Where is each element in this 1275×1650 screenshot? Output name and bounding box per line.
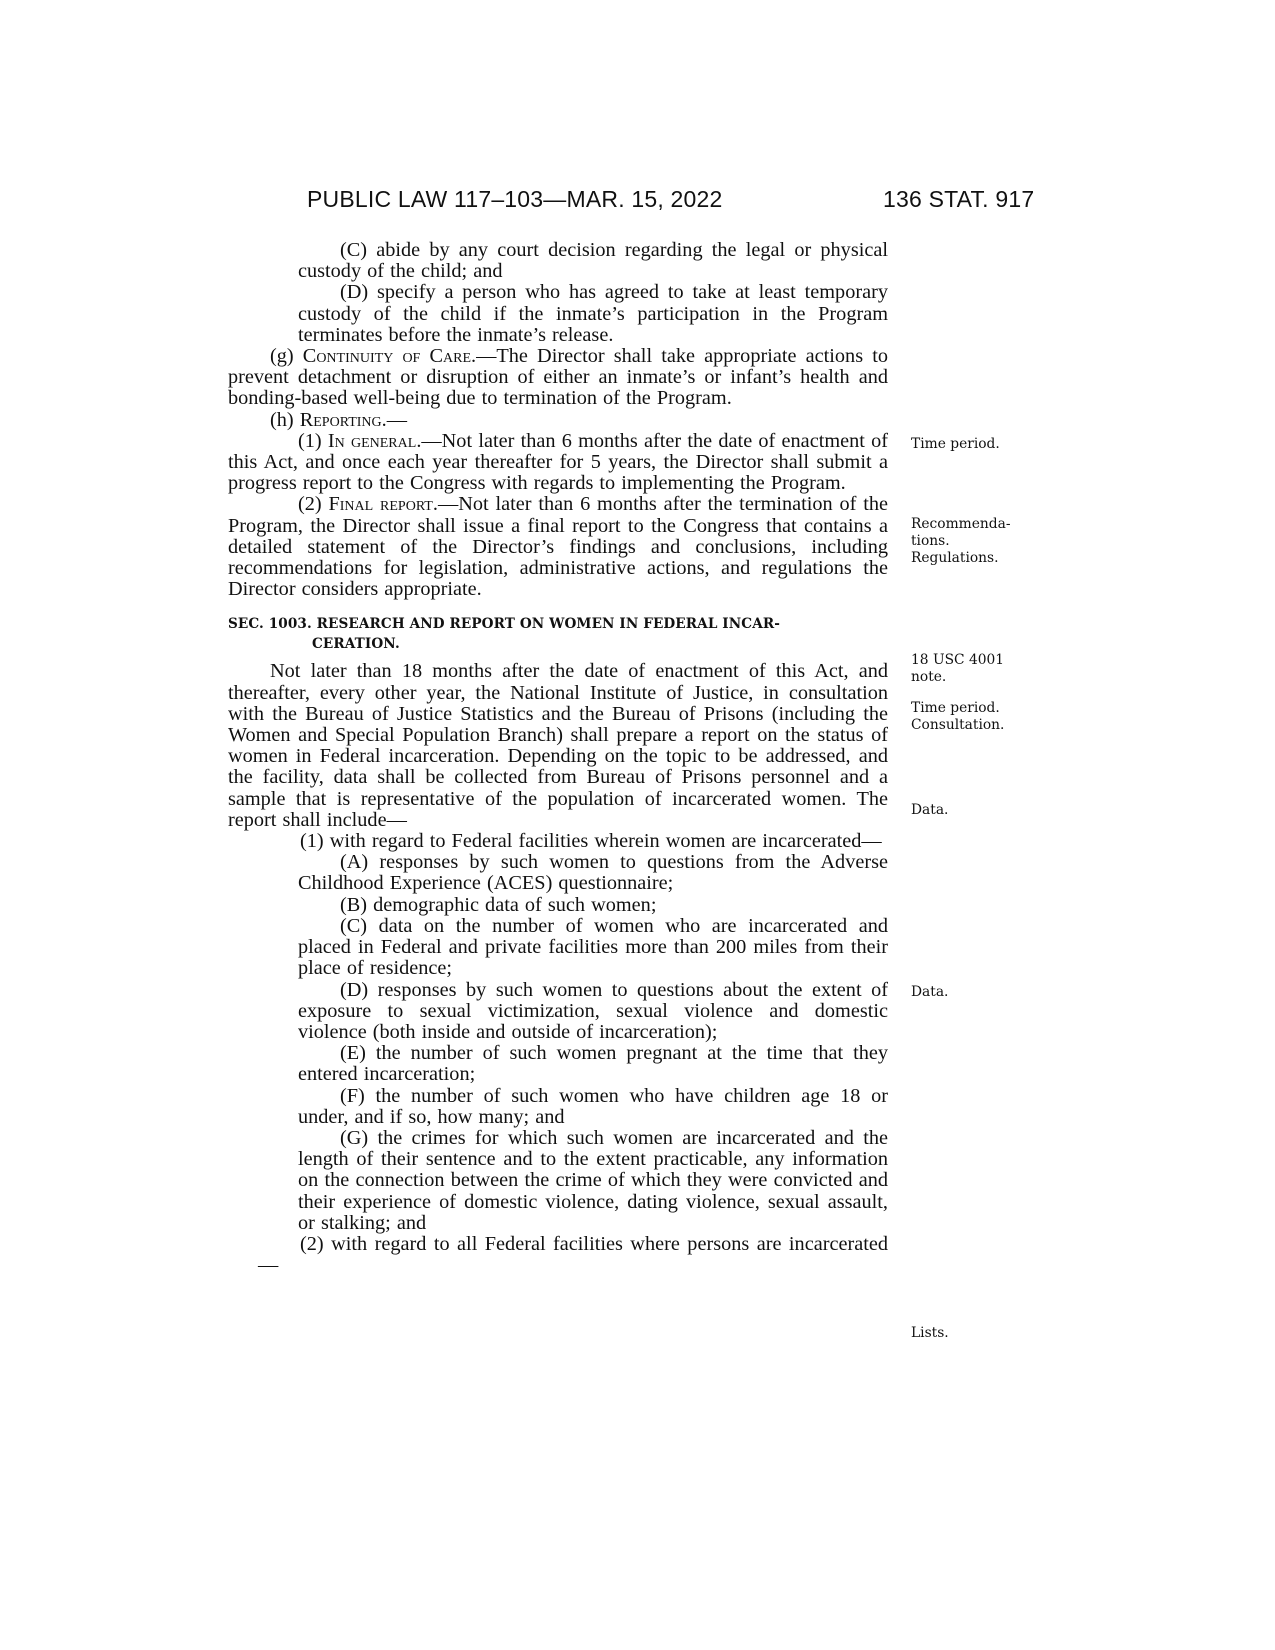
subsection-g-heading: Continuity of Care <box>302 345 472 368</box>
margin-note-recommendations <box>911 516 1011 567</box>
paragraph-h1-heading: In general <box>327 429 417 452</box>
paragraph-h2-label: (2) <box>298 493 329 516</box>
margin-note-time-period-2: Time period. <box>911 700 1000 716</box>
margin-note-time-consult <box>911 700 1004 734</box>
section-intro: Not later than 18 months after the date of enactment of this Act, and thereafter, every other year, the National Institute of Justice, in consultation with the Bureau of Justice Statistics and the Bureau of Prisons (including the Women and Special Population Branch) shall prepare a report on the status of women in Federal incarceration. Depending on the topic to be addressed, and the facility, data shall be collected from Bureau of Prisons personnel and a sample that is representative of the population of incarcerated women. The report shall include— <box>228 660 888 831</box>
body-text <box>228 240 888 1276</box>
paragraph-A: (A) responses by such women to questions from the Adverse Childhood Experience (ACES) questionnaire; <box>298 851 888 895</box>
margin-note-recommendations-line2: tions. <box>911 533 950 549</box>
paragraph-E: (E) the number of such women pregnant at the time that they entered incarceration; <box>298 1042 888 1086</box>
paragraph-h1-label: (1) <box>298 429 328 452</box>
paragraph-h1 <box>228 431 888 495</box>
margin-note-regulations: Regulations. <box>911 550 999 566</box>
paragraph-2: (2) with regard to all Federal facilities where persons are incarcerated— <box>258 1232 888 1277</box>
subsection-h-dash: .— <box>381 408 407 431</box>
subsection-g <box>228 346 888 410</box>
subsection-g-text: .—The Director shall take appropriate actions to prevent detachment or disruption of either an inmate’s or infant’s health and bonding-based well-being due to termination of the Program. <box>228 345 889 410</box>
paragraph-h1-text: .—Not later than 6 months after the date of enactment of this Act, and once each year thereafter for 5 years, the Director shall submit a progress report to the Congress with regards to implementing the Program. <box>228 429 888 495</box>
paragraph-B: (B) demographic data of such women; <box>340 893 657 916</box>
paragraph-d: (D) specify a person who has agreed to take at least temporary custody of the child if the inmate’s participation in the Program terminates before the inmate’s release. <box>298 281 888 346</box>
margin-note-usc-line2: note. <box>911 669 947 685</box>
subsection-g-label: (g) <box>270 345 303 368</box>
paragraph-c: (C) abide by any court decision regarding the legal or physical custody of the child; and <box>298 239 888 283</box>
running-head-stat-page: 136 STAT. 917 <box>883 186 1035 212</box>
paragraph-h2-text: .—Not later than 6 months after the termination of the Program, the Director shall issue a final report to the Congress that contains a detailed statement of the Director’s findings and conclusions, including recommendations for legislation, administrative actions, and regulations the Director considers appropriate. <box>228 493 889 601</box>
paragraph-D: (D) responses by such women to questions about the extent of exposure to sexual victimization, sexual violence and domestic violence (both inside and outside of incarceration); <box>298 978 888 1043</box>
paragraph-C: (C) data on the number of women who are incarcerated and placed in Federal and private facilities more than 200 miles from their place of residence; <box>298 914 888 980</box>
margin-note-usc-line1: 18 USC 4001 <box>911 652 1005 668</box>
subsection-h <box>228 410 888 431</box>
paragraph-G: (G) the crimes for which such women are incarcerated and the length of their sentence and to the extent practicable, any information on the connection between the crime of which they were convicted and their experience of domestic violence, dating violence, sexual assault, or stalking; and <box>298 1126 888 1234</box>
section-heading-line2: CERATION. <box>312 636 400 653</box>
subsection-h-heading: Reporting <box>299 408 382 431</box>
margin-note-consultation: Consultation. <box>911 717 1005 733</box>
margin-note-recommendations-line1: Recommenda- <box>911 516 1011 532</box>
section-heading <box>228 614 888 654</box>
subsection-h-label: (h) <box>270 408 300 431</box>
section-heading-line1: SEC. 1003. RESEARCH AND REPORT ON WOMEN IN FEDERAL INCAR- <box>228 616 780 633</box>
margin-note-data-2: Data. <box>911 984 949 1000</box>
margin-note-lists: Lists. <box>911 1325 949 1341</box>
paragraph-h2-heading: Final report <box>328 493 433 516</box>
running-head-title: PUBLIC LAW 117–103—MAR. 15, 2022 <box>307 186 723 212</box>
margin-note-time-period: Time period. <box>911 436 1000 452</box>
paragraph-1: (1) with regard to Federal facilities wherein women are incarcerated— <box>300 830 882 853</box>
margin-note-usc <box>911 652 1004 686</box>
paragraph-F: (F) the number of such women who have children age 18 or under, and if so, how many; and <box>298 1084 888 1128</box>
margin-note-data-1: Data. <box>911 802 949 818</box>
paragraph-h2 <box>228 494 888 600</box>
